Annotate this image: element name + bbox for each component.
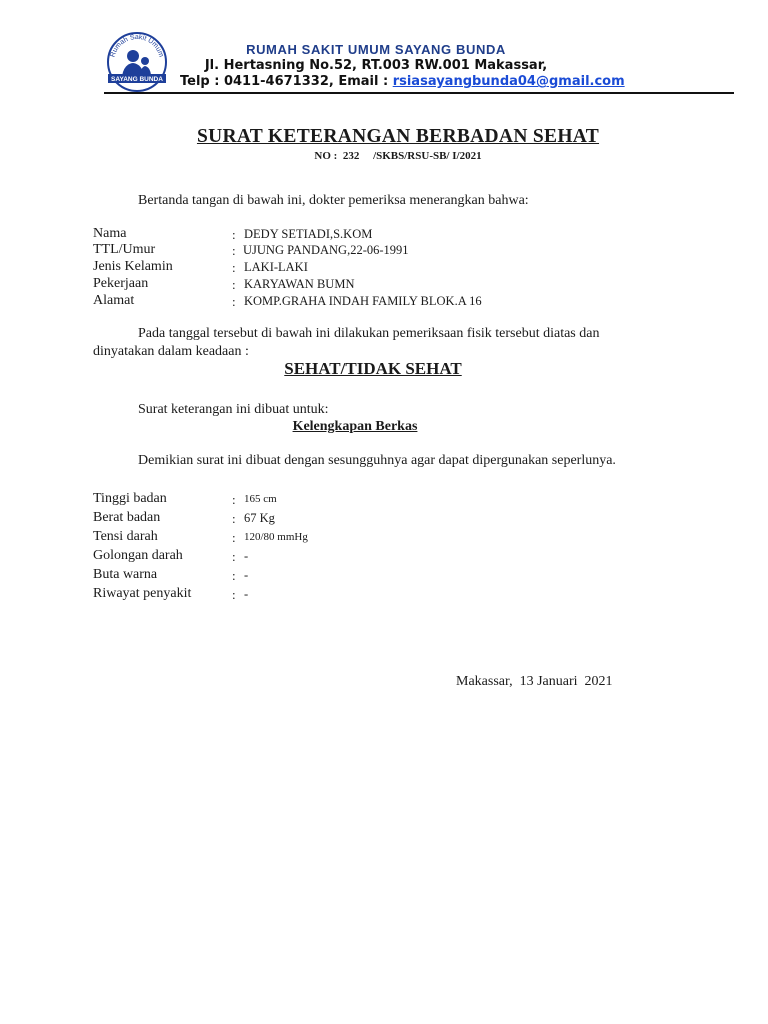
patient-occupation-label: Pekerjaan	[93, 276, 149, 291]
purpose-value: Kelengkapan Berkas	[292, 419, 418, 434]
blood-type-colon: :	[232, 549, 236, 564]
hospital-address: Jl. Hertasning No.52, RT.003 RW.001 Makassar,	[204, 58, 548, 73]
patient-gender-label: Jenis Kelamin	[93, 259, 173, 274]
patient-name-label: Nama	[93, 226, 127, 241]
document-number: NO : 232 /SKBS/RSU-SB/ I/2021	[314, 150, 482, 162]
patient-name-value: DEDY SETIADI,S.KOM	[244, 227, 373, 241]
height-colon: :	[232, 492, 236, 507]
blood-pressure-label: Tensi darah	[93, 529, 158, 544]
logo-arc-text: Rumah Sakit Umum	[109, 33, 165, 59]
medical-history-colon: :	[232, 587, 236, 602]
weight-value: 67 Kg	[244, 511, 275, 525]
patient-address-colon: :	[232, 294, 236, 309]
patient-gender-colon: :	[232, 260, 236, 275]
color-blindness-colon: :	[232, 568, 236, 583]
blood-type-label: Golongan darah	[93, 548, 183, 563]
health-condition: SEHAT/TIDAK SEHAT	[284, 359, 462, 378]
patient-gender-value: LAKI-LAKI	[244, 260, 308, 274]
patient-birth-value: UJUNG PANDANG,22-06-1991	[243, 243, 409, 257]
hospital-logo	[102, 26, 172, 96]
intro-statement: Bertanda tangan di bawah ini, dokter pemeriksa menerangkan bahwa:	[138, 193, 529, 208]
patient-birth-label: TTL/Umur	[93, 242, 156, 257]
purpose-intro: Surat keterangan ini dibuat untuk:	[138, 402, 329, 417]
color-blindness-value: -	[244, 568, 249, 582]
blood-type-value: -	[244, 549, 249, 563]
medical-history-label: Riwayat penyakit	[93, 586, 192, 601]
patient-occupation-value: KARYAWAN BUMN	[244, 277, 355, 291]
patient-occupation-colon: :	[232, 277, 236, 292]
patient-name-colon: :	[232, 227, 236, 242]
signature-place-date: Makassar, 13 Januari 2021	[456, 674, 613, 689]
patient-address-label: Alamat	[93, 293, 135, 308]
weight-label: Berat badan	[93, 510, 161, 525]
header-divider	[104, 92, 734, 94]
blood-pressure-value: 120/80 mmHg	[244, 531, 308, 543]
hospital-contact	[180, 74, 625, 89]
hospital-phone: Telp : 0411-4671332, Email :	[180, 74, 393, 89]
height-value: 165 cm	[244, 493, 277, 505]
patient-address-value: KOMP.GRAHA INDAH FAMILY BLOK.A 16	[244, 294, 482, 308]
closing-statement: Demikian surat ini dibuat dengan sesungguhnya agar dapat dipergunakan seperlunya.	[138, 453, 616, 468]
document-title: SURAT KETERANGAN BERBADAN SEHAT	[196, 126, 600, 147]
color-blindness-label: Buta warna	[93, 567, 158, 582]
patient-birth-colon: :	[232, 243, 236, 258]
hospital-email-link[interactable]: rsiasayangbunda04@gmail.com	[392, 74, 625, 89]
logo-banner-text: SAYANG BUNDA	[111, 76, 163, 83]
height-label: Tinggi badan	[93, 491, 167, 506]
blood-pressure-colon: :	[232, 530, 236, 545]
medical-history-value: -	[244, 587, 249, 601]
examination-statement-line2: dinyatakan dalam keadaan :	[93, 344, 249, 359]
examination-statement-line1: Pada tanggal tersebut di bawah ini dilakukan pemeriksaan fisik tersebut diatas dan	[138, 326, 600, 341]
weight-colon: :	[232, 511, 236, 526]
hospital-name: RUMAH SAKIT UMUM SAYANG BUNDA	[246, 42, 506, 57]
